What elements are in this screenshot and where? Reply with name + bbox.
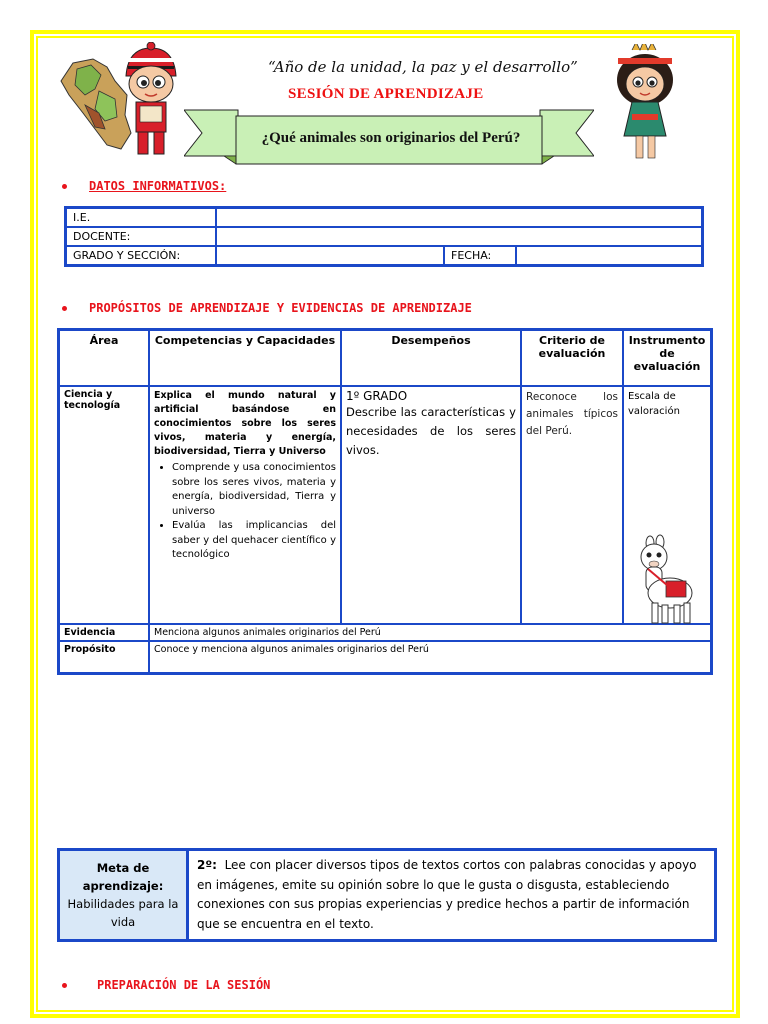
competencia-text: Explica el mundo natural y artificial basándose en conocimientos sobre los seres vivos, materia y energía, biodiversidad, Tierra y Universo	[154, 390, 336, 457]
fecha-label: FECHA:	[444, 246, 516, 266]
ie-field[interactable]	[216, 208, 703, 228]
meta-label-sub: Habilidades para la vida	[67, 897, 179, 929]
docente-field[interactable]	[216, 227, 703, 246]
datos-informativos-table	[64, 206, 704, 267]
col-desempenos: Desempeños	[341, 330, 521, 387]
col-competencias: Competencias y Capacidades	[149, 330, 341, 387]
docente-label: DOCENTE:	[66, 227, 217, 246]
meta-label-title: Meta de aprendizaje:	[82, 861, 164, 893]
section-heading-propositos: PROPÓSITOS DE APRENDIZAJE Y EVIDENCIAS DE APRENDIZAJE	[62, 301, 472, 315]
bullet-dot	[62, 983, 67, 988]
meta-grade: 2º:	[197, 858, 217, 872]
instrumento-cell	[623, 386, 712, 624]
ie-label: I.E.	[66, 208, 217, 228]
col-criterio: Criterio de evaluación	[521, 330, 623, 387]
capacidades-list	[154, 461, 336, 563]
year-motto: “Año de la unidad, la paz y el desarrollo”	[268, 58, 578, 76]
grado-label: GRADO Y SECCIÓN:	[66, 246, 217, 266]
meta-label-cell	[59, 850, 188, 941]
andean-boy-illustration	[112, 42, 190, 162]
list-item: • Evalúa las implicancias del saber y del quehacer científico y tecnológico	[172, 519, 336, 563]
session-title: SESIÓN DE APRENDIZAJE	[288, 86, 484, 102]
banner-question: ¿Qué animales son originarios del Perú?	[261, 129, 521, 146]
list-item: • Comprende y usa conocimientos sobre los seres vivos, materia y energía, biodiversidad, Tierra y universo	[172, 461, 336, 519]
andean-girl-illustration	[602, 44, 688, 164]
section-heading-datos: DATOS INFORMATIVOS:	[62, 179, 226, 193]
col-area: Área	[59, 330, 150, 387]
evidencia-label: Evidencia	[59, 624, 150, 641]
proposito-label: Propósito	[59, 641, 150, 673]
criterio-cell: Reconoce los animales típicos del Perú.	[521, 386, 623, 624]
evidencia-value: Menciona algunos animales originarios del Perú	[149, 624, 712, 641]
propositos-table	[57, 328, 713, 675]
grade-label: 1º GRADO	[346, 389, 408, 403]
desempeno-text: Describe las características y necesidades de los seres vivos.	[346, 405, 516, 457]
grado-field[interactable]	[216, 246, 444, 266]
bullet-dot	[62, 306, 67, 311]
proposito-value: Conoce y menciona algunos animales originarios del Perú	[149, 641, 712, 673]
meta-aprendizaje-table	[57, 848, 717, 942]
desempenos-cell	[341, 386, 521, 624]
competencias-cell	[149, 386, 341, 624]
meta-text-cell	[188, 850, 716, 941]
section-heading-preparacion: PREPARACIÓN DE LA SESIÓN	[62, 978, 270, 992]
col-instrumento: Instrumento de evaluación	[623, 330, 712, 387]
meta-text: Lee con placer diversos tipos de textos cortos con palabras conocidas y apoyo en imágenes, emite su opinión sobre lo que le gusta o disgusta, estableciendo conexiones con sus propias experiencias y predice hechos a partir de información que se encuentra en el texto.	[197, 858, 697, 931]
bullet-dot	[62, 184, 67, 189]
alpaca-illustration	[630, 533, 696, 625]
area-cell: Ciencia y tecnología	[59, 386, 150, 624]
instrumento-text: Escala de valoración	[628, 391, 680, 417]
fecha-field[interactable]	[516, 246, 703, 266]
